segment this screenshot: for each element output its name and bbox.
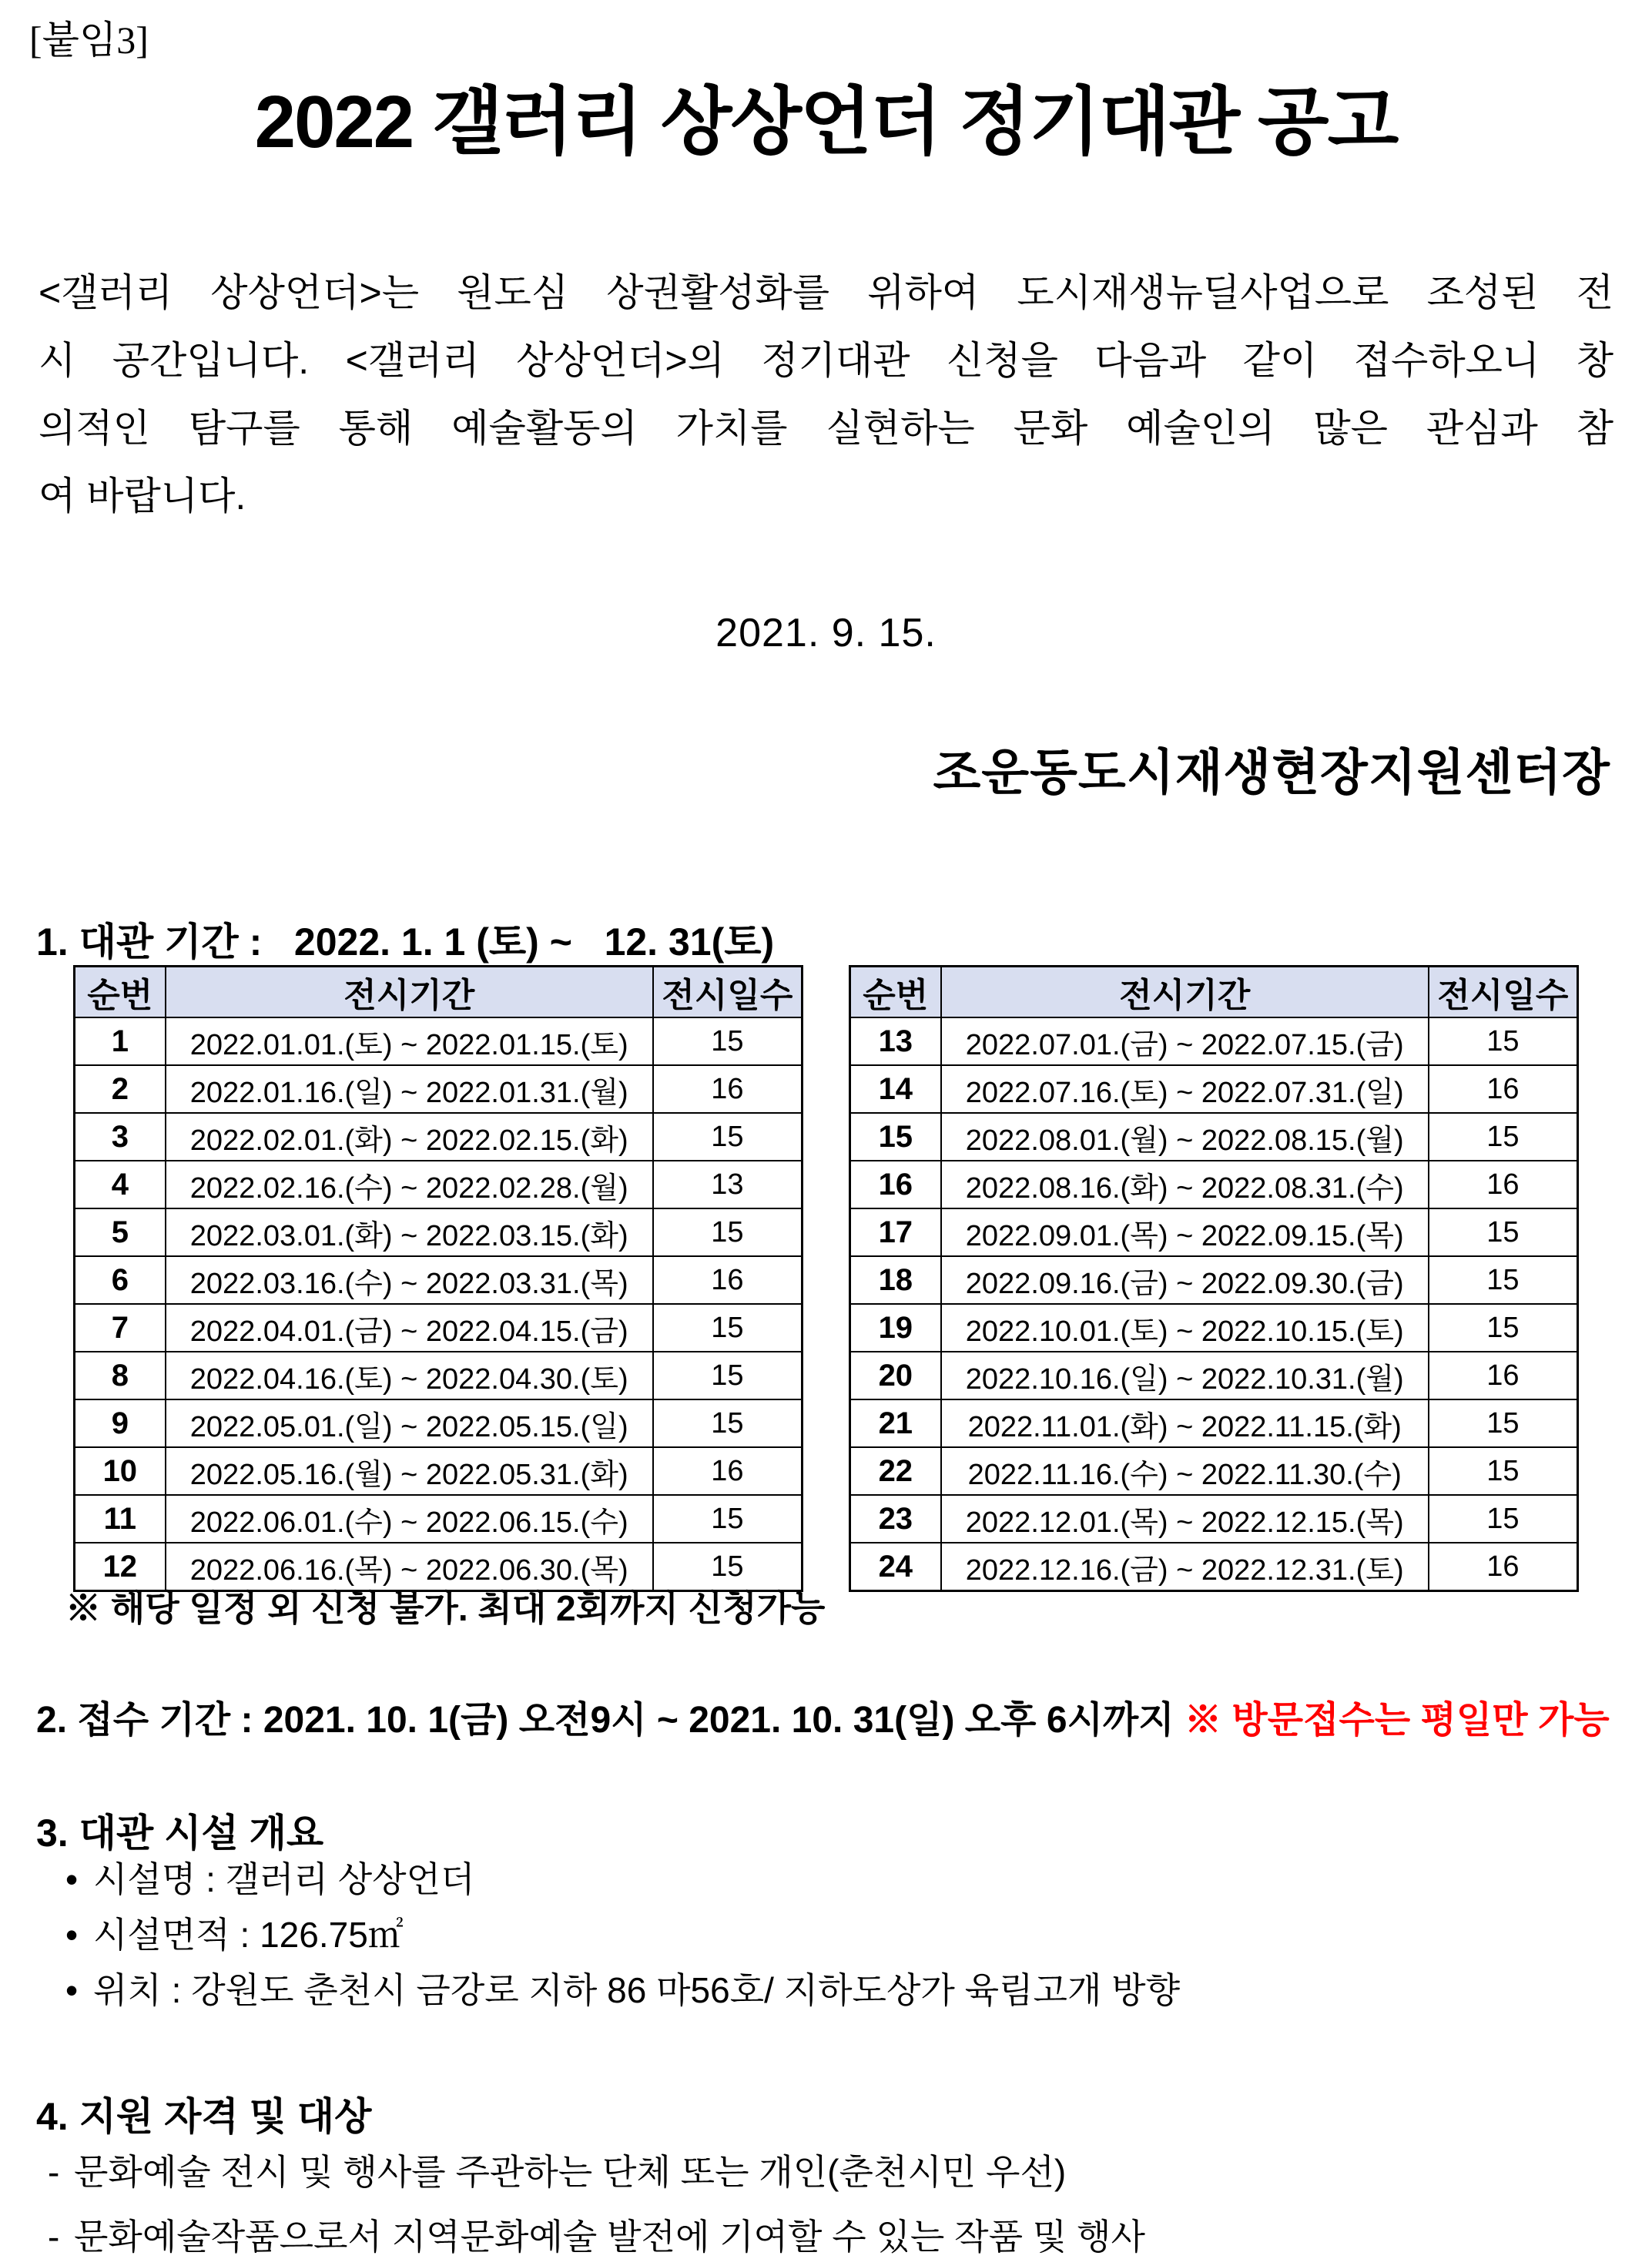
schedule-row [850, 1161, 1578, 1208]
schedule-table-left [73, 965, 803, 1592]
facility-overview-text: 시설면적 : 126.75㎡ [93, 1915, 404, 1955]
exhibition-days: 15 [1429, 1256, 1578, 1304]
document-title: 2022 갤러리 상상언더 정기대관 공고 [254, 81, 1398, 163]
exhibition-period: 2022.05.16.(월) ~ 2022.05.31.(화) [166, 1447, 653, 1495]
facility-overview-text: 위치 : 강원도 춘천시 금강로 지하 86 마56호/ 지하도상가 육림고개 방향 [93, 1970, 1181, 2010]
schedule-row [75, 1304, 803, 1352]
exhibition-days: 15 [653, 1113, 803, 1161]
schedule-row [75, 1447, 803, 1495]
exhibition-period: 2022.02.01.(화) ~ 2022.02.15.(화) [166, 1113, 653, 1161]
table-header-row [850, 967, 1578, 1018]
section-4-heading: 4. 지원 자격 및 대상 [36, 2095, 372, 2138]
section-1-heading: 1. 대관 기간 : 2022. 1. 1 (토) ~ 12. 31(토) [36, 920, 775, 964]
column-header-number: 순번 [850, 967, 941, 1018]
schedule-row [850, 1543, 1578, 1591]
application-period-text: 2. 접수 기간 : 2021. 10. 1(금) 오전9시 ~ 2021. 10. 31(일) 오후 6시까지 [36, 1700, 1185, 1741]
schedule-row [75, 1495, 803, 1543]
row-number: 24 [850, 1543, 941, 1591]
intro-paragraph [39, 259, 1613, 530]
row-number: 23 [850, 1495, 941, 1543]
exhibition-period: 2022.03.01.(화) ~ 2022.03.15.(화) [166, 1208, 653, 1256]
row-number: 11 [75, 1495, 166, 1543]
exhibition-period: 2022.07.16.(토) ~ 2022.07.31.(일) [941, 1065, 1429, 1113]
row-number: 13 [850, 1017, 941, 1065]
exhibition-days: 15 [1429, 1208, 1578, 1256]
exhibition-days: 15 [653, 1543, 803, 1591]
exhibition-days: 15 [653, 1399, 803, 1447]
column-header-period: 전시기간 [941, 967, 1429, 1018]
column-header-days: 전시일수 [653, 967, 803, 1018]
facility-overview-text: 시설명 : 갤러리 상상언더 [93, 1859, 475, 1899]
bullet-marker: • [65, 1915, 79, 1955]
column-header-number: 순번 [75, 967, 166, 1018]
dash-marker: - [48, 2152, 60, 2192]
exhibition-period: 2022.03.16.(수) ~ 2022.03.31.(목) [166, 1256, 653, 1304]
visit-application-note: ※ 방문접수는 평일만 가능 [1185, 1700, 1610, 1741]
row-number: 22 [850, 1447, 941, 1495]
schedule-row [75, 1017, 803, 1065]
exhibition-days: 16 [1429, 1161, 1578, 1208]
exhibition-days: 16 [653, 1256, 803, 1304]
row-number: 16 [850, 1161, 941, 1208]
exhibition-period: 2022.08.01.(월) ~ 2022.08.15.(월) [941, 1113, 1429, 1161]
schedule-row [75, 1256, 803, 1304]
exhibition-days: 15 [653, 1304, 803, 1352]
row-number: 19 [850, 1304, 941, 1352]
exhibition-period: 2022.11.01.(화) ~ 2022.11.15.(화) [941, 1399, 1429, 1447]
schedule-row [850, 1447, 1578, 1495]
row-number: 7 [75, 1304, 166, 1352]
exhibition-days: 15 [1429, 1017, 1578, 1065]
section-3-heading: 3. 대관 시설 개요 [36, 1812, 324, 1855]
row-number: 9 [75, 1399, 166, 1447]
exhibition-period: 2022.05.01.(일) ~ 2022.05.15.(일) [166, 1399, 653, 1447]
exhibition-days: 15 [1429, 1113, 1578, 1161]
schedule-row [850, 1065, 1578, 1113]
exhibition-days: 15 [1429, 1304, 1578, 1352]
eligibility-item [48, 2204, 1145, 2259]
exhibition-period: 2022.10.01.(토) ~ 2022.10.15.(토) [941, 1304, 1429, 1352]
schedule-row [75, 1161, 803, 1208]
schedule-row [75, 1065, 803, 1113]
row-number: 8 [75, 1352, 166, 1399]
exhibition-period: 2022.04.16.(토) ~ 2022.04.30.(토) [166, 1352, 653, 1399]
row-number: 15 [850, 1113, 941, 1161]
exhibition-period: 2022.06.16.(목) ~ 2022.06.30.(목) [166, 1543, 653, 1591]
row-number: 3 [75, 1113, 166, 1161]
row-number: 1 [75, 1017, 166, 1065]
row-number: 2 [75, 1065, 166, 1113]
column-header-period: 전시기간 [166, 967, 653, 1018]
exhibition-period: 2022.12.16.(금) ~ 2022.12.31.(토) [941, 1543, 1429, 1591]
intro-paragraph-line: 시 공간입니다. <갤러리 상상언더>의 정기대관 신청을 다음과 같이 접수하오니 창 [39, 339, 1613, 382]
exhibition-period: 2022.02.16.(수) ~ 2022.02.28.(월) [166, 1161, 653, 1208]
schedule-row [850, 1495, 1578, 1543]
schedule-row [75, 1113, 803, 1161]
eligibility-text: 문화예술작품으로서 지역문화예술 발전에 기여할 수 있는 작품 및 행사 [74, 2217, 1145, 2257]
row-number: 4 [75, 1161, 166, 1208]
schedule-row [850, 1208, 1578, 1256]
intro-paragraph-line: 의적인 탐구를 통해 예술활동의 가치를 실현하는 문화 예술인의 많은 관심과 참 [39, 407, 1613, 450]
exhibition-days: 15 [1429, 1447, 1578, 1495]
facility-overview-item [65, 1962, 1180, 2018]
row-number: 14 [850, 1065, 941, 1113]
bullet-marker: • [65, 1859, 79, 1899]
schedule-table-right [849, 965, 1579, 1592]
issue-date: 2021. 9. 15. [715, 611, 937, 655]
exhibition-days: 16 [1429, 1352, 1578, 1399]
column-header-days: 전시일수 [1429, 967, 1578, 1018]
intro-paragraph-line: 여 바랍니다. [39, 474, 246, 518]
intro-paragraph-line: <갤러리 상상언더>는 원도심 상권활성화를 위하여 도시재생뉴딜사업으로 조성된 전 [39, 271, 1613, 314]
row-number: 18 [850, 1256, 941, 1304]
schedule-row [75, 1399, 803, 1447]
exhibition-days: 15 [653, 1352, 803, 1399]
eligibility-list [48, 2140, 1145, 2259]
schedule-row [850, 1256, 1578, 1304]
schedule-row [850, 1113, 1578, 1161]
exhibition-days: 15 [1429, 1495, 1578, 1543]
row-number: 12 [75, 1543, 166, 1591]
exhibition-days: 16 [1429, 1543, 1578, 1591]
exhibition-period: 2022.11.16.(수) ~ 2022.11.30.(수) [941, 1447, 1429, 1495]
rental-schedule-tables [73, 965, 1579, 1592]
exhibition-period: 2022.09.16.(금) ~ 2022.09.30.(금) [941, 1256, 1429, 1304]
exhibition-days: 16 [653, 1447, 803, 1495]
section-2-heading [36, 1690, 1610, 1743]
eligibility-item [48, 2140, 1145, 2204]
schedule-row [850, 1304, 1578, 1352]
table-header-row [75, 967, 803, 1018]
schedule-row [75, 1208, 803, 1256]
row-number: 17 [850, 1208, 941, 1256]
schedule-row [850, 1017, 1578, 1065]
exhibition-period: 2022.06.01.(수) ~ 2022.06.15.(수) [166, 1495, 653, 1543]
issuer-signature: 조운동도시재생현장지원센터장 [933, 745, 1610, 800]
exhibition-period: 2022.08.16.(화) ~ 2022.08.31.(수) [941, 1161, 1429, 1208]
exhibition-period: 2022.01.01.(토) ~ 2022.01.15.(토) [166, 1017, 653, 1065]
exhibition-period: 2022.10.16.(일) ~ 2022.10.31.(월) [941, 1352, 1429, 1399]
facility-overview-list [65, 1852, 1180, 2018]
exhibition-days: 15 [653, 1208, 803, 1256]
exhibition-period: 2022.07.01.(금) ~ 2022.07.15.(금) [941, 1017, 1429, 1065]
exhibition-days: 16 [1429, 1065, 1578, 1113]
eligibility-text: 문화예술 전시 및 행사를 주관하는 단체 또는 개인(춘천시민 우선) [74, 2152, 1067, 2192]
exhibition-days: 15 [1429, 1399, 1578, 1447]
exhibition-period: 2022.01.16.(일) ~ 2022.01.31.(월) [166, 1065, 653, 1113]
exhibition-period: 2022.04.01.(금) ~ 2022.04.15.(금) [166, 1304, 653, 1352]
facility-overview-item [65, 1852, 1180, 1907]
exhibition-days: 15 [653, 1495, 803, 1543]
attachment-label: [붙임3] [29, 18, 149, 62]
exhibition-period: 2022.09.01.(목) ~ 2022.09.15.(목) [941, 1208, 1429, 1256]
row-number: 6 [75, 1256, 166, 1304]
schedule-row [850, 1352, 1578, 1399]
row-number: 20 [850, 1352, 941, 1399]
exhibition-days: 16 [653, 1065, 803, 1113]
exhibition-days: 13 [653, 1161, 803, 1208]
facility-overview-item [65, 1907, 1180, 1962]
schedule-row [75, 1352, 803, 1399]
row-number: 21 [850, 1399, 941, 1447]
schedule-restriction-note: ※ 해당 일정 외 신청 불가. 최대 2회까지 신청가능 [65, 1588, 826, 1628]
exhibition-days: 15 [653, 1017, 803, 1065]
bullet-marker: • [65, 1970, 79, 2010]
exhibition-period: 2022.12.01.(목) ~ 2022.12.15.(목) [941, 1495, 1429, 1543]
schedule-row [850, 1399, 1578, 1447]
row-number: 10 [75, 1447, 166, 1495]
dash-marker: - [48, 2217, 60, 2257]
row-number: 5 [75, 1208, 166, 1256]
